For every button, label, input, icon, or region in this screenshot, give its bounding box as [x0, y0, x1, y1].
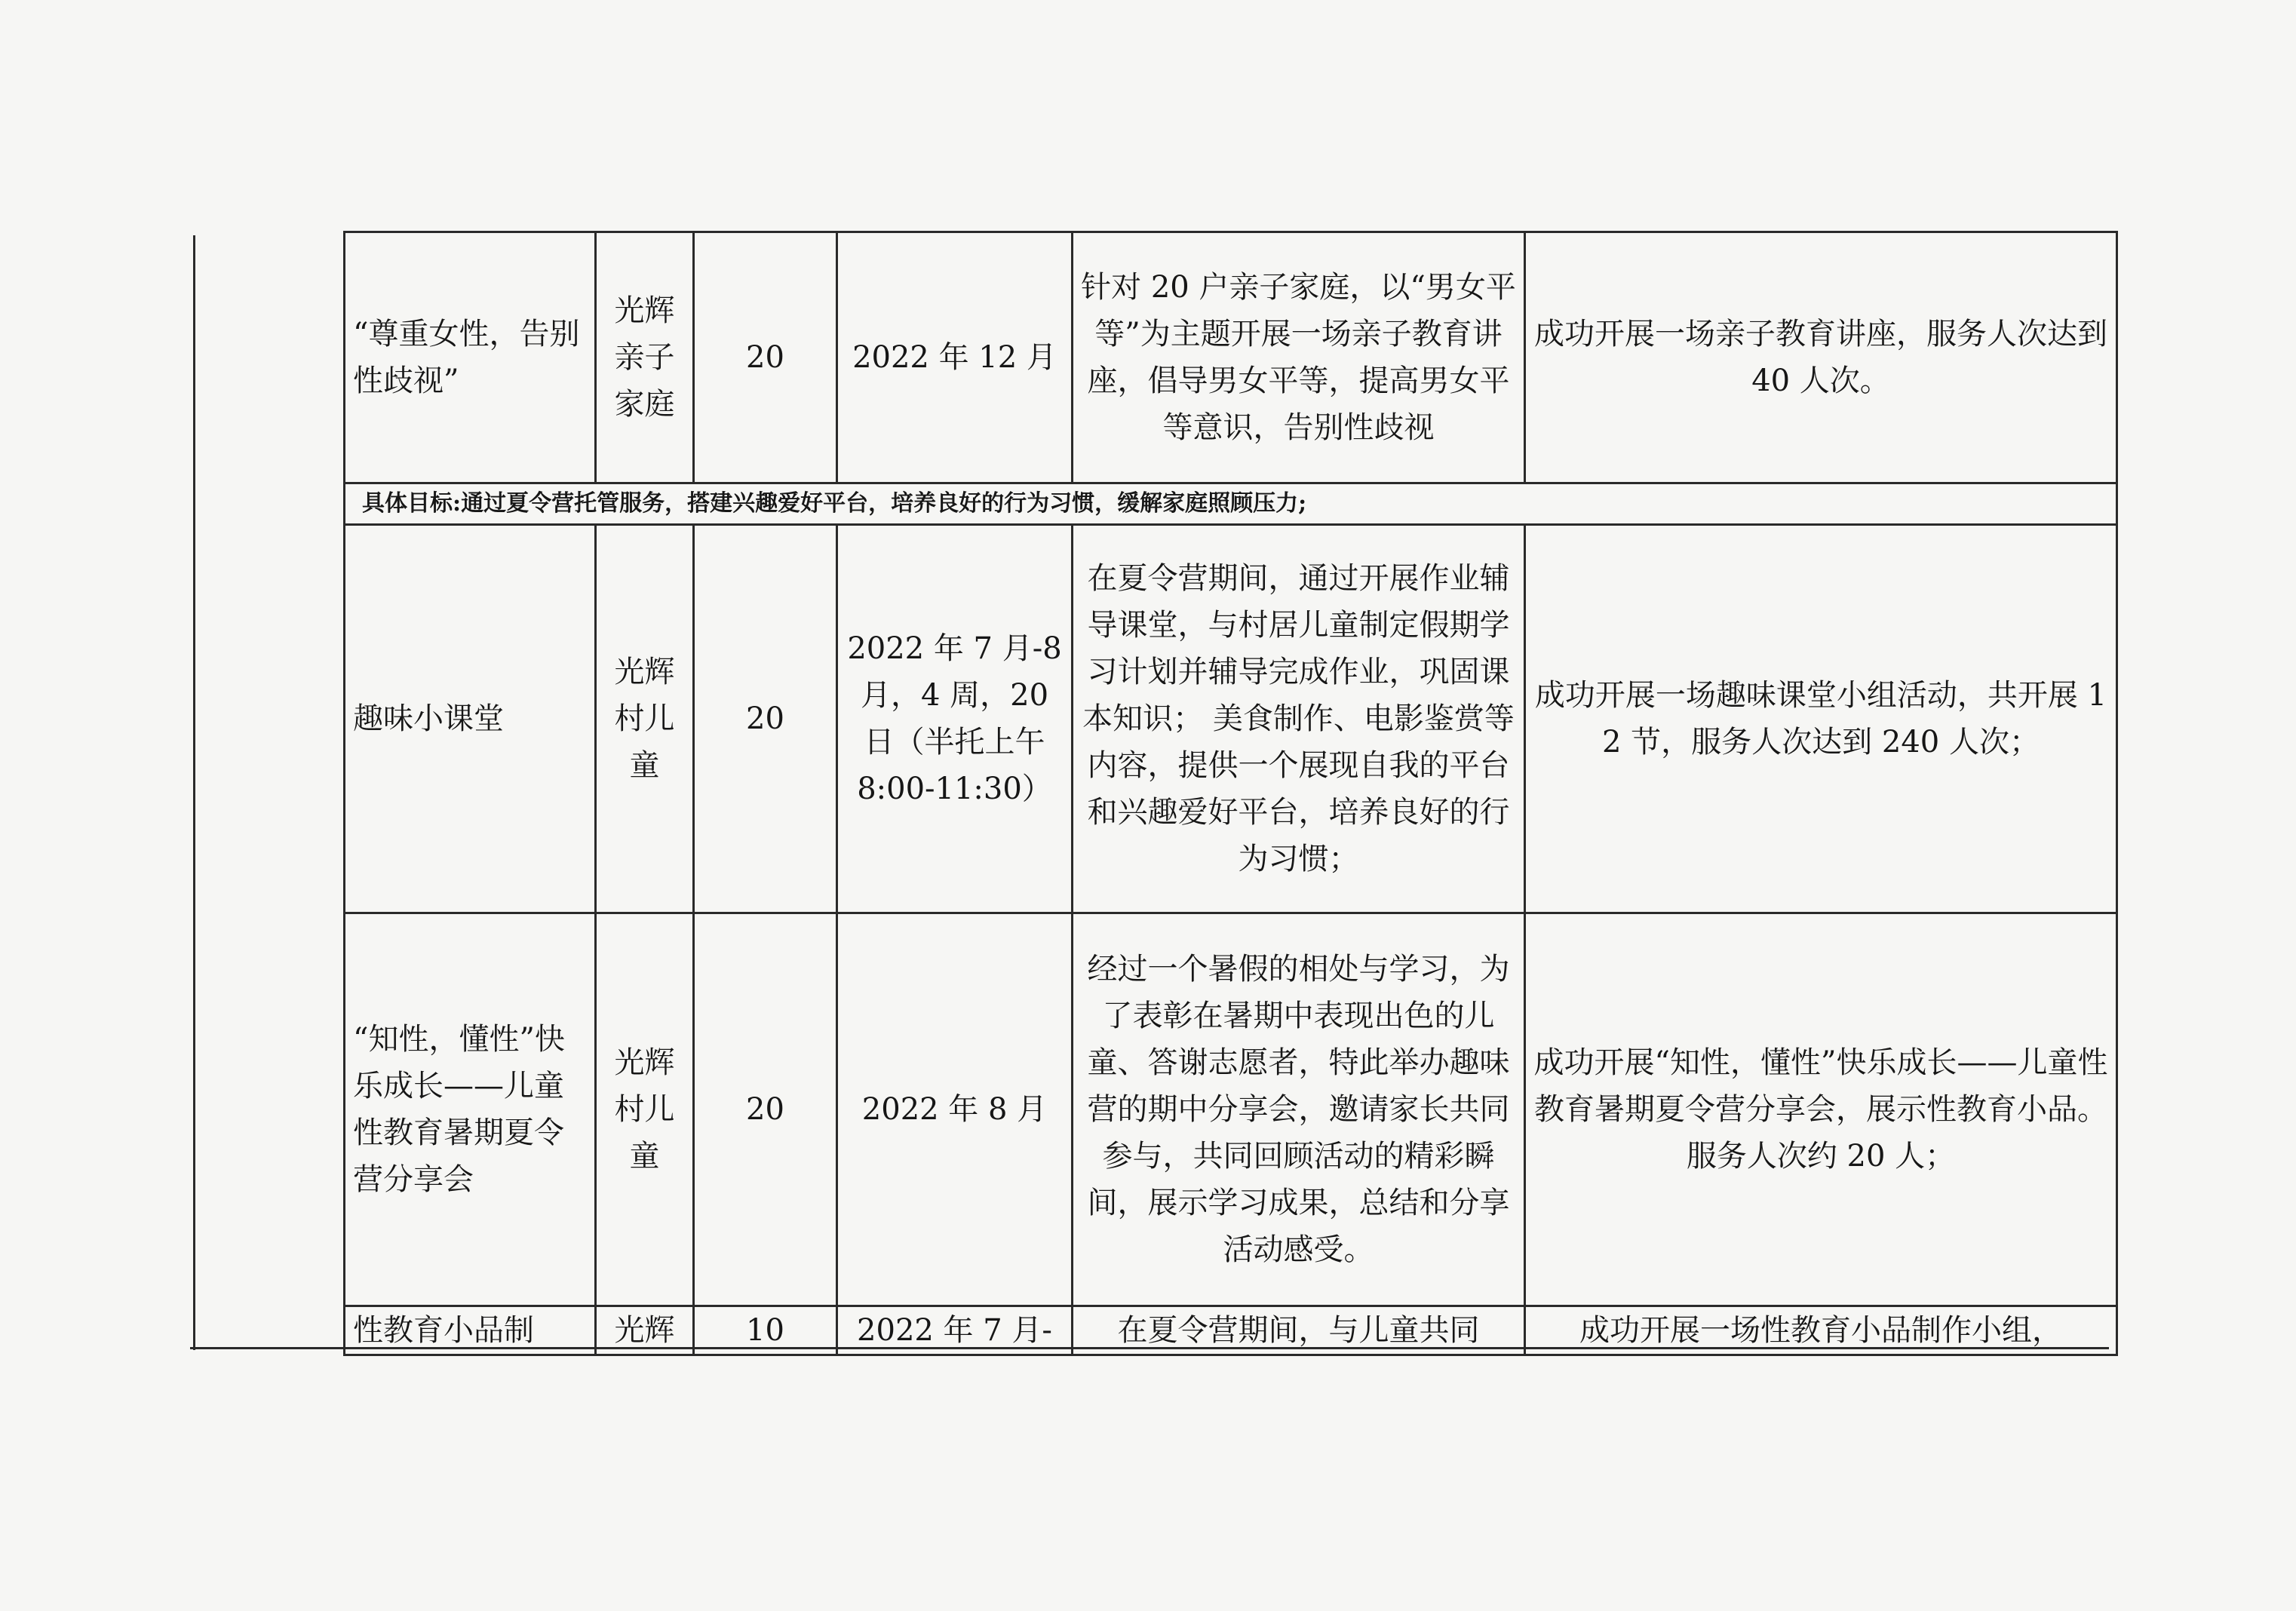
participant-count-cell: 20 [694, 913, 837, 1306]
participant-count-cell: 10 [694, 1306, 837, 1355]
activity-content-cell: 在夏令营期间，通过开展作业辅导课堂，与村居儿童制定假期学习计划并辅导完成作业，巩固课本知识； 美食制作、电影鉴赏等内容，提供一个展现自我的平台和兴趣爱好平台，培养良好的行为习惯； [1073, 525, 1525, 913]
table-row [345, 913, 2117, 1306]
activity-time-cell: 2022 年 7 月-8 月，4 周，20 日（半托上午 8:00-11:30） [837, 525, 1073, 913]
table-row [345, 232, 2117, 483]
activity-name-cell: 性教育小品制 [345, 1306, 596, 1355]
activity-time-cell: 2022 年 12 月 [837, 232, 1073, 483]
target-group-cell: 光辉 [596, 1306, 694, 1355]
activity-time-cell: 2022 年 7 月- [837, 1306, 1073, 1355]
activity-time-cell: 2022 年 8 月 [837, 913, 1073, 1306]
participant-count-cell: 20 [694, 232, 837, 483]
activity-content-cell: 针对 20 户亲子家庭，以“男女平等”为主题开展一场亲子教育讲座，倡导男女平等，提高男女平等意识，告别性歧视 [1073, 232, 1525, 483]
activity-result-cell: 成功开展一场趣味课堂小组活动，共开展 12 节，服务人次达到 240 人次； [1525, 525, 2117, 913]
activity-plan-table [343, 231, 2118, 1356]
specific-goal-cell: 具体目标:通过夏令营托管服务，搭建兴趣爱好平台，培养良好的行为习惯，缓解家庭照顾压力; [345, 483, 2117, 525]
target-group-cell: 光辉村儿童 [596, 525, 694, 913]
activity-result-cell: 成功开展一场性教育小品制作小组， [1525, 1306, 2117, 1355]
activity-name-cell: “知性，懂性”快乐成长——儿童性教育暑期夏令营分享会 [345, 913, 596, 1306]
table-row [345, 1306, 2117, 1355]
target-group-cell: 光辉亲子家庭 [596, 232, 694, 483]
activity-content-cell: 经过一个暑假的相处与学习，为了表彰在暑期中表现出色的儿童、答谢志愿者，特此举办趣味营的期中分享会，邀请家长共同参与，共同回顾活动的精彩瞬间，展示学习成果，总结和分享活动感受。 [1073, 913, 1525, 1306]
page-frame-left-line [193, 235, 195, 1350]
target-group-cell: 光辉村儿童 [596, 913, 694, 1306]
activity-name-cell: 趣味小课堂 [345, 525, 596, 913]
activity-name-cell: “尊重女性，告别性歧视” [345, 232, 596, 483]
goal-row [345, 483, 2117, 525]
activity-result-cell: 成功开展一场亲子教育讲座，服务人次达到 40 人次。 [1525, 232, 2117, 483]
activity-result-cell: 成功开展“知性，懂性”快乐成长——儿童性教育暑期夏令营分享会，展示性教育小品。服务人次约 20 人； [1525, 913, 2117, 1306]
participant-count-cell: 20 [694, 525, 837, 913]
activity-content-cell: 在夏令营期间，与儿童共同 [1073, 1306, 1525, 1355]
table-row [345, 525, 2117, 913]
